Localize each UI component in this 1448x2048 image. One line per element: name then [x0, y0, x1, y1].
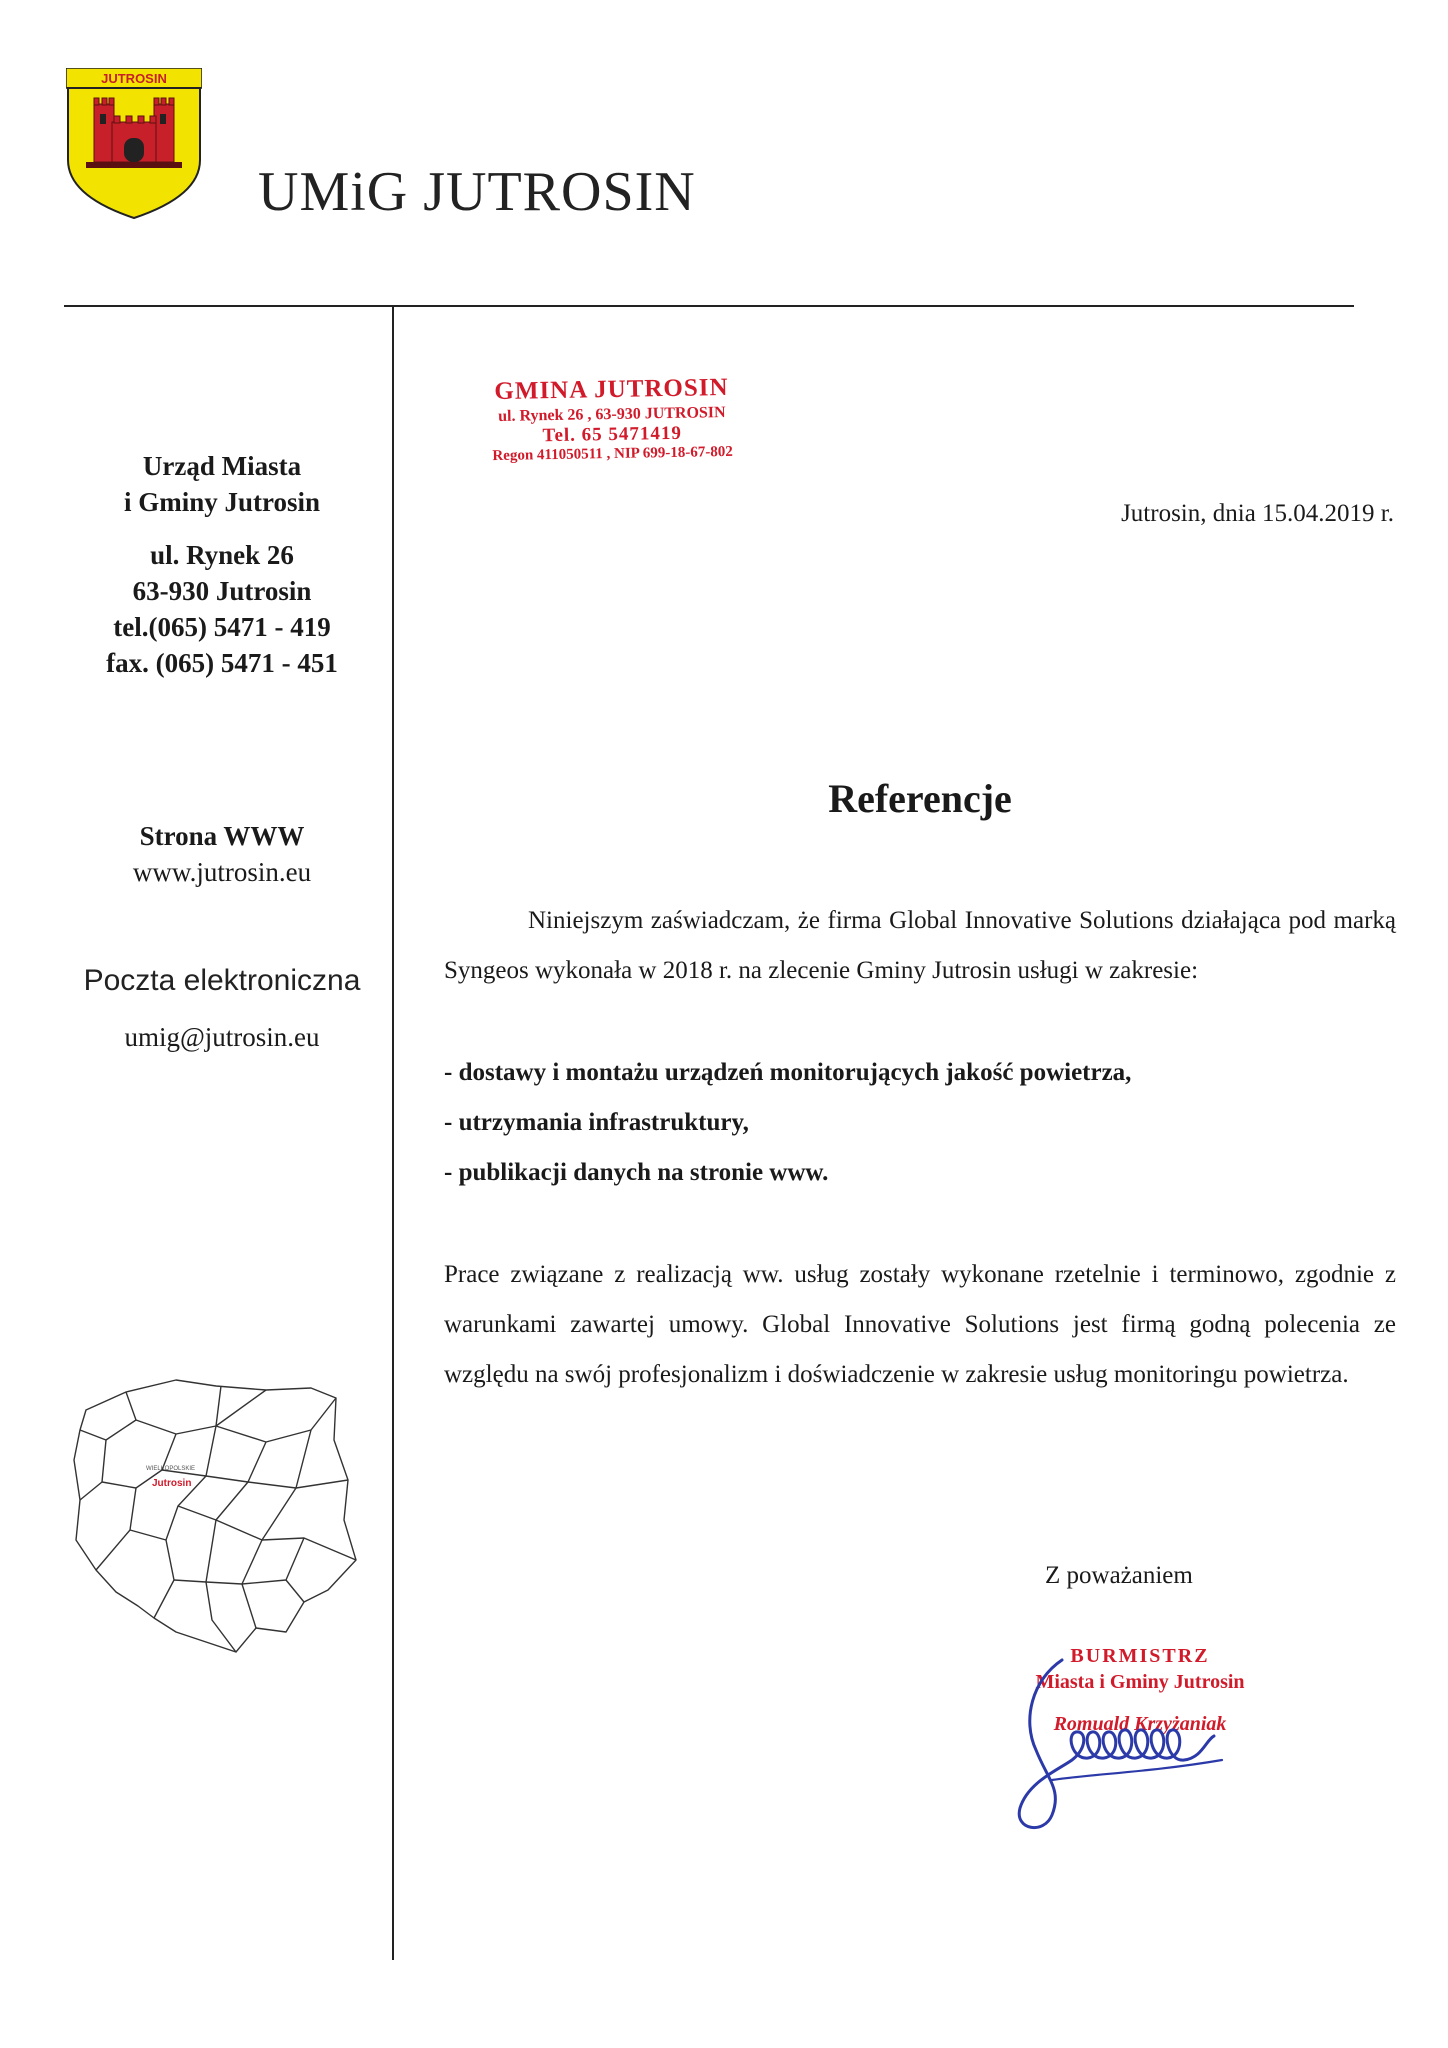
mayor-stamp-office: Miasta i Gminy Jutrosin [1035, 1671, 1245, 1693]
crest-label: JUTROSIN [101, 71, 167, 86]
handwritten-signature-icon [992, 1640, 1252, 1840]
office-name-line: i Gminy Jutrosin [123, 487, 321, 517]
stamp-address: ul. Rynek 26 , 63-930 JUTROSIN [498, 404, 726, 425]
fax-line: fax. (065) 5471 - 451 [106, 648, 338, 678]
letter-paragraph-assessment: Prace związane z realizacją ww. usług zostały wykonane rzetelnie i terminowo, zgodnie z warunkami zawartej umowy. Global Innovative Solutions jest firmą godną polecenia ze względu na swój profesjonalizm i doświadczenie w zakresie usług monitoringu powietrza. [444, 1261, 1396, 1388]
email-link[interactable]: umig@jutrosin.eu [124, 1022, 320, 1052]
website-block [64, 818, 380, 890]
office-name [64, 448, 380, 520]
list-item: - dostawy i montażu urządzeń monitorujących jakość powietrza, [444, 1059, 1132, 1086]
stamp-phone: Tel. 65 5471419 [542, 422, 683, 447]
email-label: Poczta elektroniczna [83, 964, 361, 997]
phone-line: tel.(065) 5471 - 419 [113, 612, 331, 642]
office-address [64, 537, 380, 681]
website-link[interactable]: www.jutrosin.eu [132, 857, 312, 887]
list-item: - utrzymania infrastruktury, [444, 1109, 749, 1136]
services-list [444, 1048, 1131, 1198]
mayor-stamp-title: BURMISTRZ [1070, 1645, 1210, 1667]
list-item: - publikacji danych na stronie www. [444, 1159, 829, 1186]
stamp-title: GMINA JUTROSIN [494, 373, 729, 406]
letter-closing: Z poważaniem [1045, 1562, 1193, 1589]
page-title: UMiG JUTROSIN [258, 161, 696, 223]
address-line: 63-930 Jutrosin [132, 576, 312, 606]
poland-map-icon [66, 1370, 366, 1670]
stamp-ids: Regon 411050511 , NIP 699-18-67-802 [492, 443, 733, 465]
website-label: Strona WWW [139, 821, 305, 851]
letter-title: Referencje [828, 776, 1012, 821]
letter-date: Jutrosin, dnia 15.04.2019 r. [1121, 500, 1394, 527]
mayor-stamp-name: Romuald Krzyżaniak [1053, 1713, 1227, 1735]
column-divider [392, 306, 394, 1960]
municipality-stamp [451, 373, 772, 466]
map-city-label: Jutrosin [152, 1478, 192, 1489]
map-region-label: WIELKOPOLSKIE [146, 1466, 196, 1472]
address-line: ul. Rynek 26 [150, 540, 294, 570]
header-divider [64, 305, 1354, 307]
crest-icon [66, 68, 202, 220]
office-name-line: Urząd Miasta [142, 451, 302, 481]
letter-paragraph-intro: Niniejszym zaświadczam, że firma Global Innovative Solutions działająca pod marką Syngeos wykonała w 2018 r. na zlecenie Gminy Jutrosin usługi w zakresie: [444, 907, 1396, 984]
